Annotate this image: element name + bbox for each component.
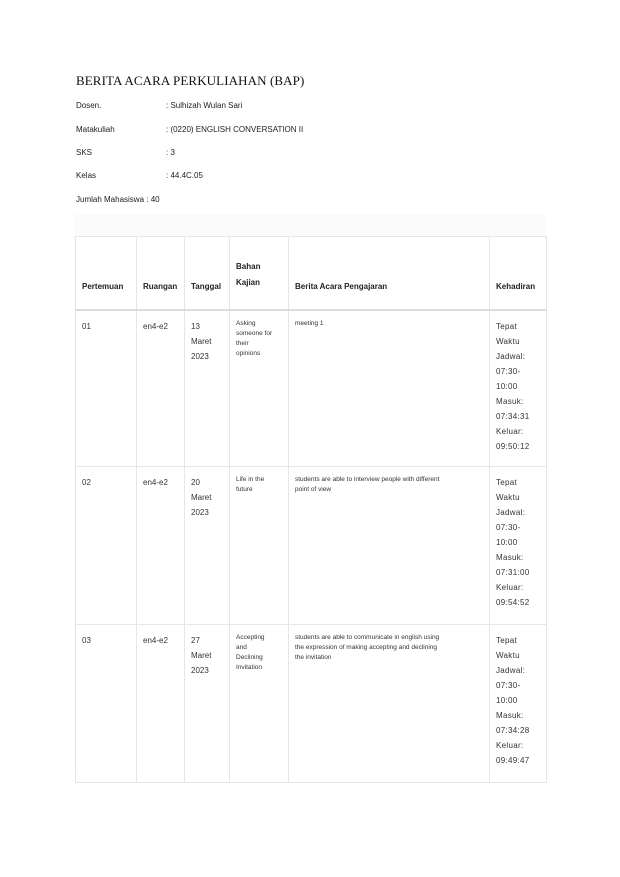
meta-row-jumlah-mahasiswa [76, 195, 160, 204]
cell-bahan-kajian [230, 310, 289, 467]
cell-kehadiran [490, 625, 547, 783]
table-row [76, 467, 547, 625]
berita-line: the invitation [295, 654, 332, 661]
tanggal-year: 2023 [191, 508, 209, 517]
pertemuan-value: 03 [82, 636, 91, 645]
kehadiran-line: 10:00 [496, 538, 518, 547]
kehadiran-line: Masuk: [496, 397, 524, 406]
meta-label: Dosen. [76, 101, 102, 110]
pertemuan-value: 01 [82, 322, 91, 331]
bahan-line: someone for [236, 330, 273, 337]
meta-row-kelas [76, 171, 203, 180]
table-header-row [76, 237, 547, 311]
cell-tanggal [185, 625, 230, 783]
bahan-line: future [236, 486, 253, 493]
ruangan-value: en4-e2 [143, 636, 168, 645]
cell-bahan-kajian [230, 625, 289, 783]
cell-kehadiran [490, 310, 547, 467]
kehadiran-line: Masuk: [496, 711, 524, 720]
bahan-line: Declining [236, 654, 263, 661]
kehadiran-line: Masuk: [496, 553, 524, 562]
kehadiran-line: Jadwal: [496, 508, 526, 517]
kehadiran-line: Tepat [496, 478, 518, 487]
cell-tanggal [185, 310, 230, 467]
berita-line: students are able to interview people with different [295, 476, 440, 483]
kehadiran-line: 07:31:00 [496, 568, 530, 577]
cell-ruangan [137, 625, 185, 783]
kehadiran-line: 07:30- [496, 523, 521, 532]
meta-value: : 44.4C.05 [166, 171, 203, 180]
cell-tanggal [185, 467, 230, 625]
header-bahan-kajian [230, 237, 289, 311]
kehadiran-line: Keluar: [496, 427, 524, 436]
tanggal-year: 2023 [191, 666, 209, 675]
kehadiran-line: 07:30- [496, 367, 521, 376]
table-row [76, 310, 547, 467]
cell-pertemuan [76, 467, 137, 625]
kehadiran-line: 09:50:12 [496, 442, 530, 451]
berita-line: meeting 1 [295, 320, 324, 327]
meta-row-dosen [76, 101, 242, 110]
kehadiran-line: Waktu [496, 651, 520, 660]
header-bahan-line: Bahan [236, 262, 261, 271]
kehadiran-line: Keluar: [496, 583, 524, 592]
meta-row-matakuliah [76, 125, 303, 134]
meta-label: SKS [76, 148, 93, 157]
cell-berita-acara [289, 625, 490, 783]
kehadiran-line: 09:54:52 [496, 598, 530, 607]
meta-value: : 40 [146, 195, 160, 204]
cell-pertemuan [76, 625, 137, 783]
header-berita-acara: Berita Acara Pengajaran [289, 237, 490, 311]
bahan-line: Accepting [236, 634, 265, 641]
kehadiran-line: 09:49:47 [496, 756, 530, 765]
kehadiran-line: Waktu [496, 337, 520, 346]
kehadiran-line: 07:34:28 [496, 726, 530, 735]
bahan-line: Life in the [236, 476, 265, 483]
meta-label: Kelas [76, 171, 97, 180]
table-row [76, 625, 547, 783]
kehadiran-line: 07:30- [496, 681, 521, 690]
meta-label: Jumlah Mahasiswa [76, 195, 145, 204]
meta-value: : 3 [166, 148, 175, 157]
cell-pertemuan [76, 310, 137, 467]
bap-table-container [74, 214, 546, 764]
berita-line: point of view [295, 486, 332, 493]
kehadiran-line: Tepat [496, 322, 518, 331]
kehadiran-line: Waktu [496, 493, 520, 502]
kehadiran-line: Jadwal: [496, 352, 526, 361]
kehadiran-line: Jadwal: [496, 666, 526, 675]
tanggal-month: Maret [191, 337, 212, 346]
header-kajian-line: Kajian [236, 278, 261, 287]
tanggal-month: Maret [191, 493, 212, 502]
tanggal-day: 27 [191, 636, 200, 645]
cell-berita-acara [289, 310, 490, 467]
tanggal-day: 20 [191, 478, 200, 487]
kehadiran-line: Tepat [496, 636, 518, 645]
cell-ruangan [137, 310, 185, 467]
tanggal-day: 13 [191, 322, 200, 331]
bahan-line: opinions [236, 350, 261, 357]
kehadiran-line: 07:34:31 [496, 412, 530, 421]
cell-berita-acara [289, 467, 490, 625]
document-title: BERITA ACARA PERKULIAHAN (BAP) [76, 73, 305, 88]
pertemuan-value: 02 [82, 478, 91, 487]
bap-table [75, 236, 547, 783]
kehadiran-line: 10:00 [496, 696, 518, 705]
meta-row-sks [76, 148, 175, 157]
bahan-line: their [236, 340, 249, 347]
tanggal-month: Maret [191, 651, 212, 660]
header-ruangan: Ruangan [137, 237, 185, 311]
bahan-line: Invitation [236, 664, 263, 671]
kehadiran-line: Keluar: [496, 741, 524, 750]
meta-value: : Sulhizah Wulan Sari [166, 101, 243, 110]
berita-line: the expression of making accepting and declining [295, 644, 438, 651]
header-kehadiran: Kehadiran [490, 237, 547, 311]
header-pertemuan: Pertemuan [76, 237, 137, 311]
ruangan-value: en4-e2 [143, 322, 168, 331]
kehadiran-line: 10:00 [496, 382, 518, 391]
bahan-line: and [236, 644, 247, 651]
cell-ruangan [137, 467, 185, 625]
ruangan-value: en4-e2 [143, 478, 168, 487]
cell-bahan-kajian [230, 467, 289, 625]
meta-value: : (0220) ENGLISH CONVERSATION II [166, 125, 304, 134]
tanggal-year: 2023 [191, 352, 209, 361]
bahan-line: Asking [236, 320, 256, 327]
cell-kehadiran [490, 467, 547, 625]
header-tanggal: Tanggal [185, 237, 230, 311]
meta-label: Matakuliah [76, 125, 115, 134]
berita-line: students are able to communicate in english using [295, 634, 440, 641]
